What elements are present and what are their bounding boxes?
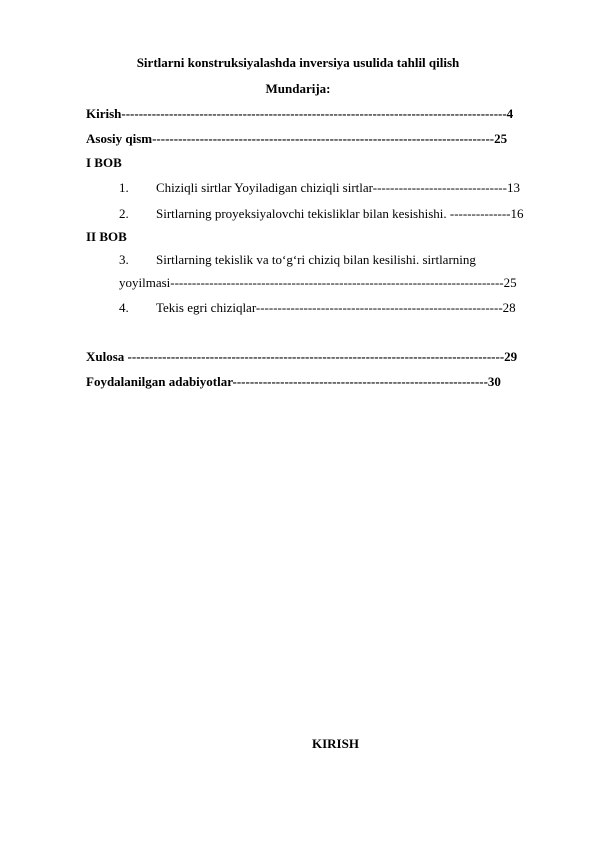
toc-heading: Mundarija: (265, 81, 331, 96)
toc-entry-asosiy-qism: Asosiy qism-------------------------------------------------------------------------------25 (86, 131, 508, 146)
toc-entry-adabiyotlar: Foydalanilgan adabiyotlar-----------------------------------------------------------30 (86, 374, 501, 389)
document-title: Sirtlarni konstruksiyalashda inversiya usulida tahlil qilish (136, 55, 460, 70)
toc-item-number: 4. (119, 300, 129, 315)
toc-item-text: Sirtlarning proyeksiyalovchi tekisliklar bilan kesishishi. --------------16 (156, 206, 524, 221)
toc-item-text: Chiziqli sirtlar Yoyiladigan chiziqli sirtlar-------------------------------13 (156, 180, 520, 195)
toc-item-number: 3. (119, 252, 129, 267)
toc-item-text: Tekis egri chiziqlar---------------------------------------------------------28 (156, 300, 516, 315)
toc-item-number: 2. (119, 206, 129, 221)
toc-item-number: 1. (119, 180, 129, 195)
toc-entry-kirish: Kirish-----------------------------------------------------------------------------------------4 (86, 106, 514, 121)
toc-item-text: Sirtlarning tekislik va to‘g‘ri chiziq bilan kesilishi. sirtlarning (156, 252, 476, 267)
toc-chapter-2: II BOB (86, 229, 127, 244)
section-heading: KIRISH (312, 736, 359, 751)
toc-item-continuation: yoyilmasi-----------------------------------------------------------------------------25 (119, 275, 517, 290)
toc-entry-xulosa: Xulosa ---------------------------------------------------------------------------------------29 (86, 349, 518, 364)
toc-chapter-1: I BOB (86, 155, 122, 170)
